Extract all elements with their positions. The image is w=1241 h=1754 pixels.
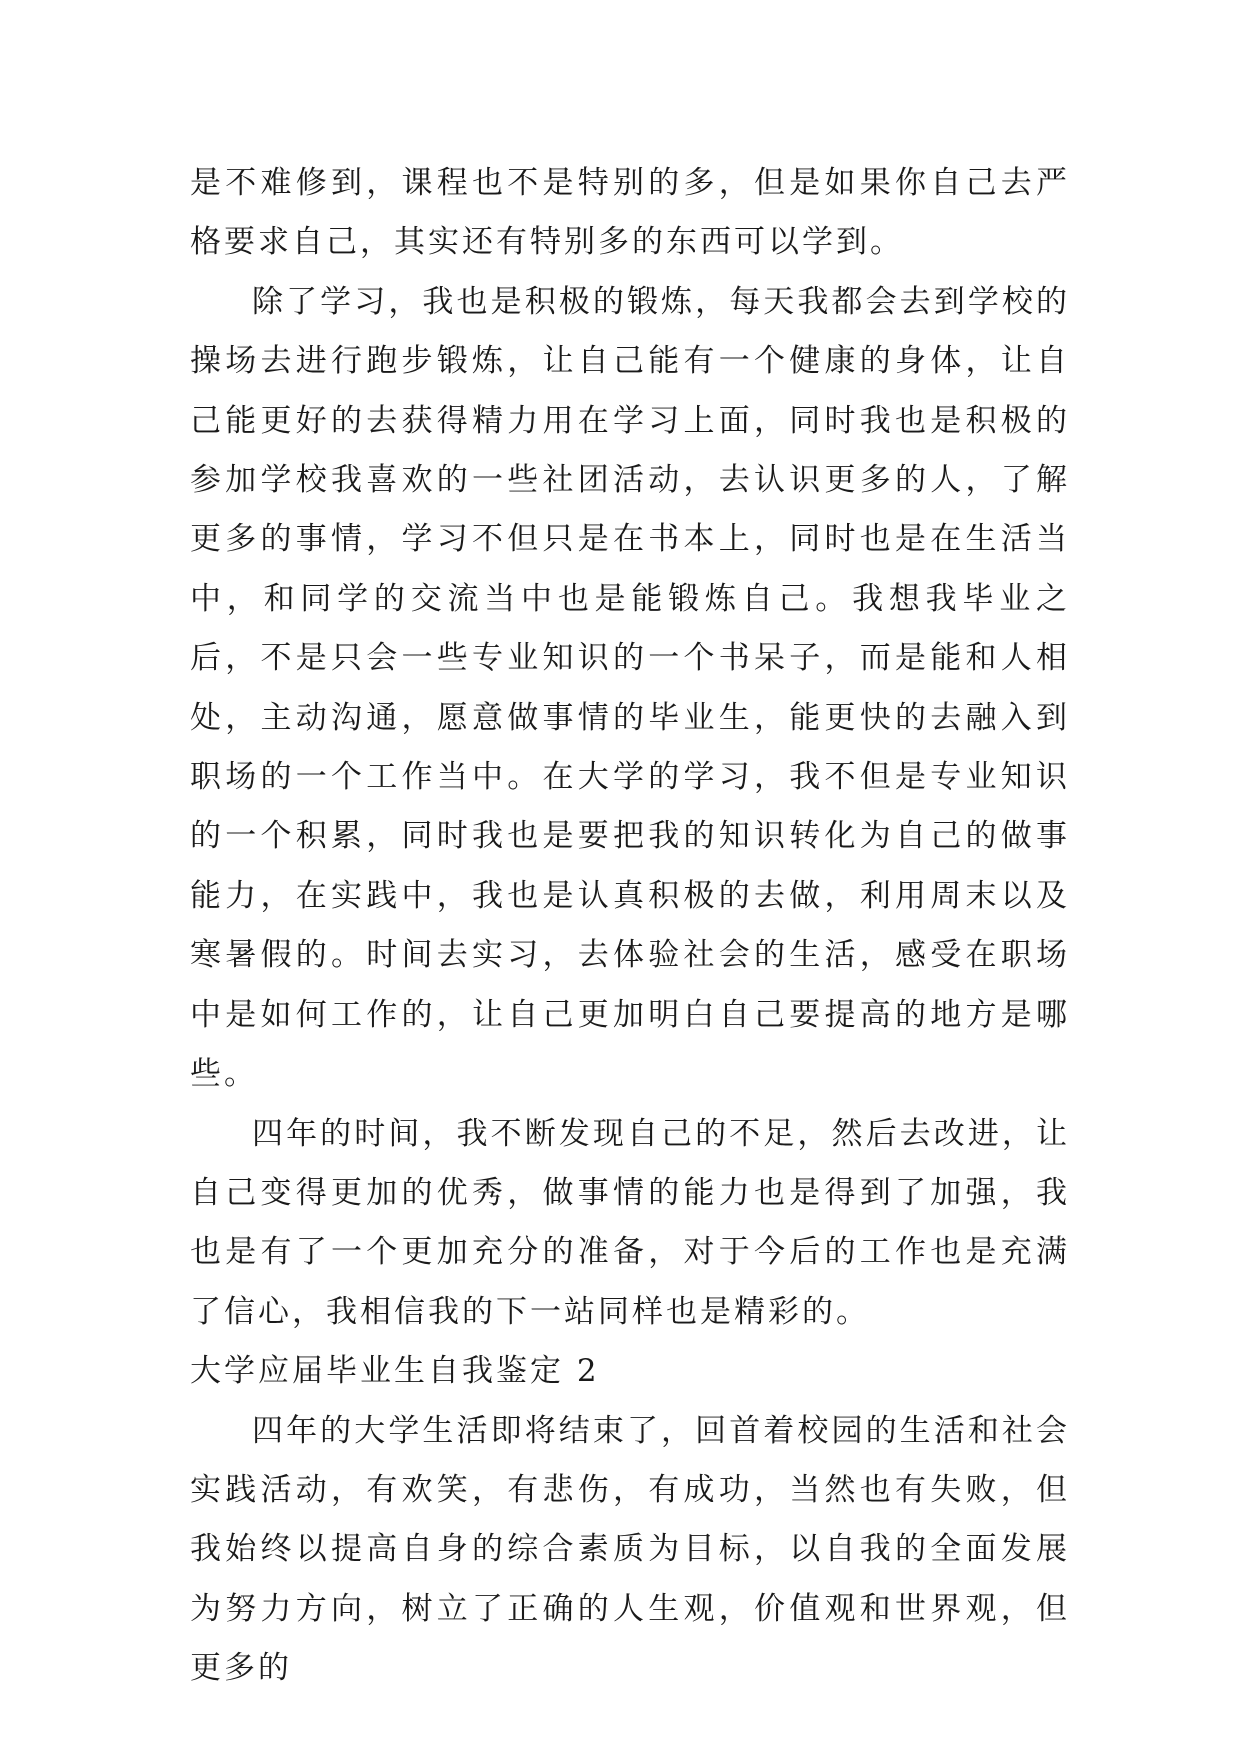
paragraph-study-and-exercise: 除了学习，我也是积极的锻炼，每天我都会去到学校的操场去进行跑步锻炼，让自己能有一个健康的身体，让自己能更好的去获得精力用在学习上面，同时我也是积极的参加学校我喜欢的一些社团活动，去认识更多的人，了解更多的事情，学习不但只是在书本上，同时也是在生活当中，和同学的交流当中也是能锻炼自己。我想我毕业之后，不是只会一些专业知识的一个书呆子，而是能和人相处，主动沟通，愿意做事情的毕业生，能更快的去融入到职场的一个工作当中。在大学的学习，我不但是专业知识的一个积累，同时我也是要把我的知识转化为自己的做事能力，在实践中，我也是认真积极的去做，利用周末以及寒暑假的。时间去实习，去体验社会的生活，感受在职场中是如何工作的，让自己更加明白自己要提高的地方是哪些。: [190, 283, 1070, 1093]
paragraph-continued: 是不难修到，课程也不是特别的多，但是如果你自己去严格要求自己，其实还有特别多的东西可以学到。: [190, 165, 1070, 261]
paragraph-section-intro: 四年的大学生活即将结束了，回首着校园的生活和社会实践活动，有欢笑，有悲伤，有成功，当然也有失败，但我始终以提高自身的综合素质为目标，以自我的全面发展为努力方向，树立了正确的人生观，价值观和世界观，但更多的: [190, 1412, 1070, 1687]
section-heading: 大学应届毕业生自我鉴定 2: [190, 1353, 600, 1390]
document-body: [190, 154, 1070, 1699]
paragraph-four-years: 四年的时间，我不断发现自己的不足，然后去改进，让自己变得更加的优秀，做事情的能力也是得到了加强，我也是有了一个更加充分的准备，对于今后的工作也是充满了信心，我相信我的下一站同样也是精彩的。: [190, 1115, 1070, 1330]
